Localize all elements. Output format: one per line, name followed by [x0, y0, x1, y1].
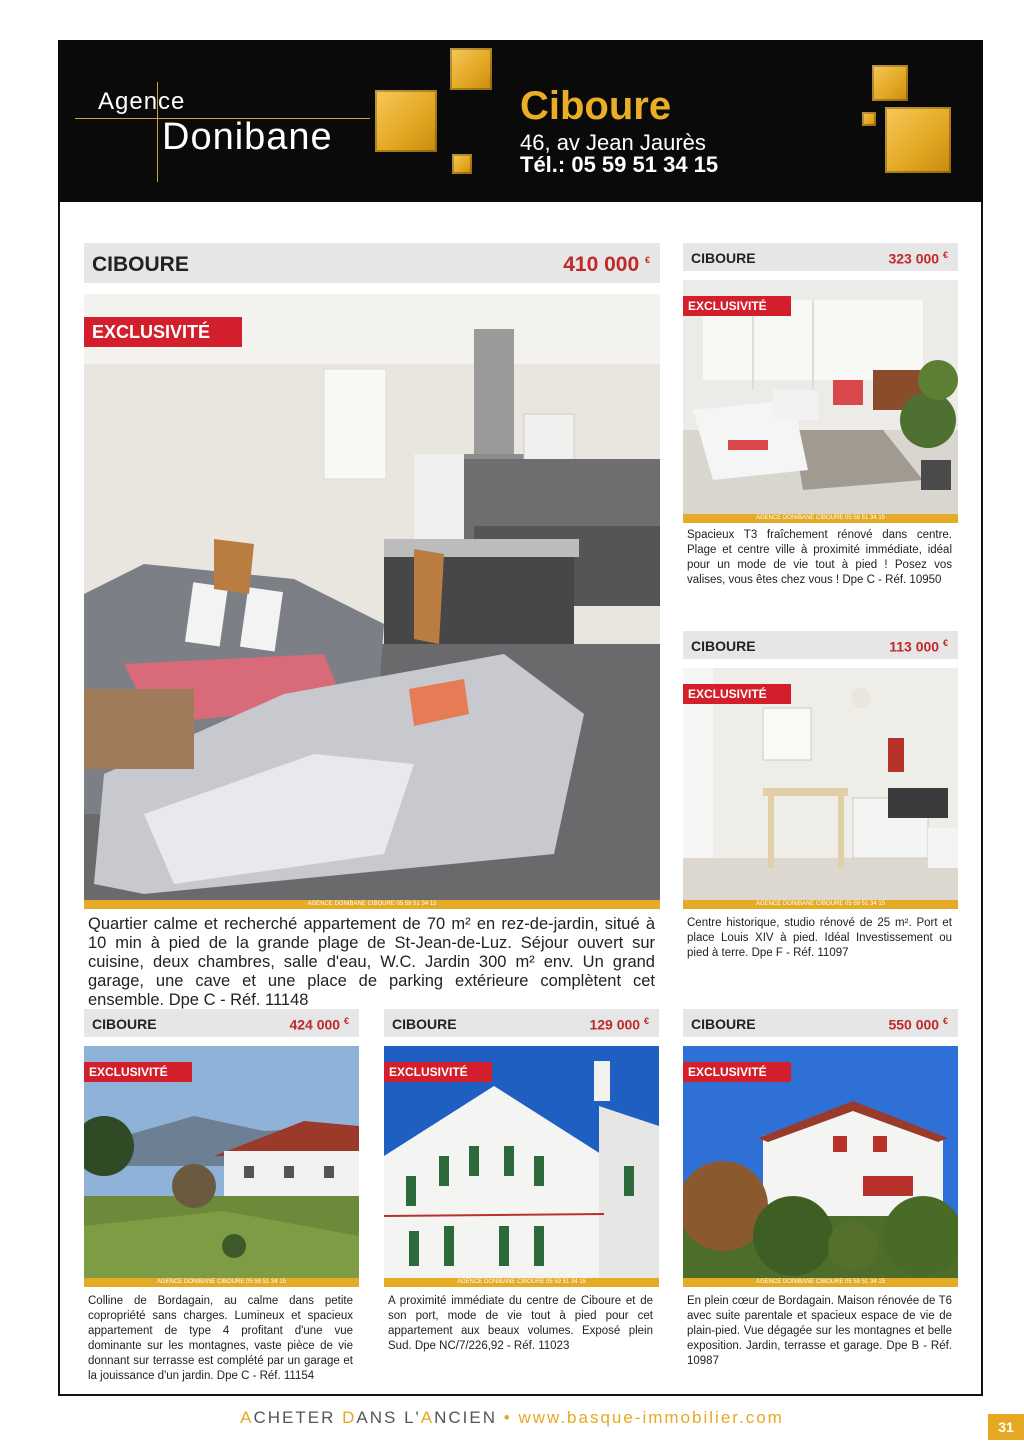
exclusive-tag: EXCLUSIVITÉ: [84, 1062, 192, 1082]
agency-address: 46, av Jean Jaurès: [520, 130, 706, 155]
photo-caption-strip: AGENCE DONIBANE CIBOURE 05 59 51 34 15: [683, 900, 958, 909]
listing-city: CIBOURE: [92, 253, 189, 276]
listing-description: A proximité immédiate du centre de Ciboure et de son port, mode de vie tout à pied pour cet appartement aux beaux volumes. Exposé plein Sud. Dpe NC/7/226,92 - Réf. 11023: [388, 1295, 653, 1352]
page-number: 31: [988, 1414, 1024, 1440]
listing-city: CIBOURE: [691, 250, 756, 266]
listing-description: Quartier calme et recherché appartement de 70 m² en rez-de-jardin, situé à 10 min à pied de la grande plage de St-Jean-de-Luz. Séjour ouvert sur cuisine, deux chambres, salle d'eau, W.C. Jardin 300 m² env. Un grand garage, une cave et une place de parking extérieure complètent cet ensemble. Dpe C - Réf. 11148: [88, 915, 655, 1009]
logo-agency-name: Donibane: [162, 116, 333, 158]
listing-price: 410 000 €: [563, 253, 650, 276]
decor-square: [452, 154, 472, 174]
photo-caption-strip: AGENCE DONIBANE CIBOURE 05 59 51 34 15: [683, 1278, 958, 1287]
footer-initial: A: [420, 1408, 435, 1427]
footer-initial: D: [342, 1408, 357, 1427]
footer-initial: A: [240, 1408, 254, 1427]
photo-caption-strip: AGENCE DONIBANE CIBOURE 05 59 51 34 15: [84, 900, 660, 909]
exclusive-tag: EXCLUSIVITÉ: [384, 1062, 492, 1082]
agency-city: Ciboure: [520, 84, 672, 128]
listing-bar: [84, 1009, 359, 1037]
listing-description: Spacieux T3 fraîchement rénové dans centre. Plage et centre ville à proximité immédiate, idéal pour un mode de vie tout à pied ! Posez vos valises, vous êtes chez vous ! Dpe C - Réf. 10950: [687, 529, 952, 586]
page-footer: [0, 1408, 1024, 1428]
listing-bar: [683, 631, 958, 659]
listing-price: 323 000 €: [888, 250, 948, 267]
exclusive-tag: EXCLUSIVITÉ: [683, 684, 791, 704]
decor-square: [885, 107, 951, 173]
decor-square: [375, 90, 437, 152]
exclusive-tag: EXCLUSIVITÉ: [683, 1062, 791, 1082]
logo-agence-text: Agence: [98, 88, 186, 115]
footer-bullet: •: [497, 1408, 519, 1427]
photo-caption-strip: AGENCE DONIBANE CIBOURE 05 59 51 34 15: [384, 1278, 659, 1287]
listing-description: Centre historique, studio rénové de 25 m². Port et place Louis XIV à pied. Idéal Investissement ou pied à terre. Dpe F - Réf. 11097: [687, 917, 952, 959]
decor-square: [862, 112, 876, 126]
exclusive-tag: EXCLUSIVITÉ: [84, 317, 242, 347]
listing-description: En plein cœur de Bordagain. Maison rénovée de T6 avec suite parentale et spacieux espace de vie de plain-pied. Vue dégagée sur les montagnes et belle exposition. Jardin, terrasse et garage. Dpe B - Réf. 10987: [687, 1295, 952, 1367]
photo-caption-strip: AGENCE DONIBANE CIBOURE 05 59 51 34 15: [683, 514, 958, 523]
listing-price: 129 000 €: [589, 1016, 649, 1033]
photo-caption-strip: AGENCE DONIBANE CIBOURE 05 59 51 34 15: [84, 1278, 359, 1287]
listing-city: CIBOURE: [392, 1016, 457, 1032]
exclusive-tag: EXCLUSIVITÉ: [683, 296, 791, 316]
agency-phone: Tél.: 05 59 51 34 15: [520, 152, 719, 177]
footer-url[interactable]: www.basque-immobilier.com: [518, 1408, 784, 1427]
listing-city: CIBOURE: [691, 638, 756, 654]
listing-bar: [384, 1009, 659, 1037]
decor-square: [872, 65, 908, 101]
listing-price: 113 000 €: [889, 638, 948, 655]
listing-bar: [683, 243, 958, 271]
listing-city: CIBOURE: [691, 1016, 756, 1032]
listing-bar: [84, 243, 660, 283]
footer-word: ANS L': [356, 1408, 421, 1427]
decor-square: [450, 48, 492, 90]
listing-photo-living-room: [84, 294, 660, 900]
listing-description: Colline de Bordagain, au calme dans petite copropriété sans charges. Lumineux et spacieux appartement de type 4 profitant d'une vue dominante sur les montagnes, vaste pièce de vie donnant sur terrasse est complété par un garage et la jouissance d'un jardin. Dpe C - Réf. 11154: [88, 1295, 353, 1382]
footer-word: NCIEN: [434, 1408, 498, 1427]
listing-city: CIBOURE: [92, 1016, 157, 1032]
listing-price: 550 000 €: [888, 1016, 948, 1033]
listing-price: 424 000 €: [289, 1016, 349, 1033]
listing-bar: [683, 1009, 958, 1037]
footer-word: CHETER: [253, 1408, 343, 1427]
